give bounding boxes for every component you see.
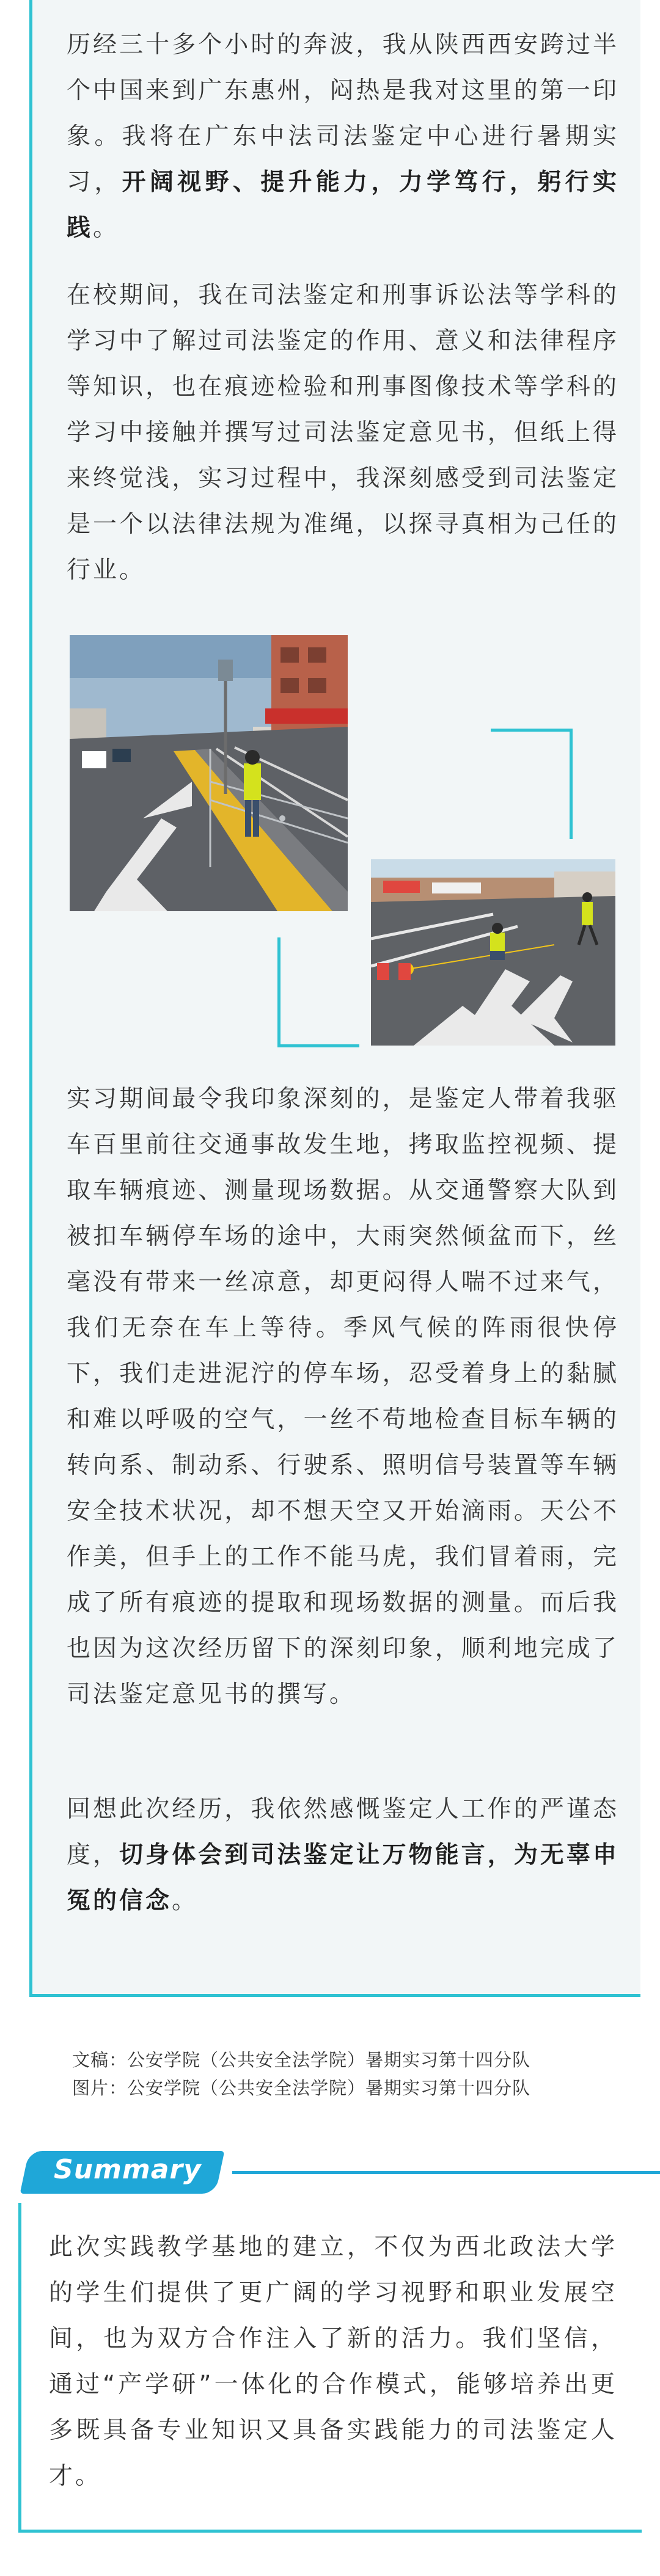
- photo-credit: 图片：公安学院（公共安全法学院）暑期实习第十四分队: [72, 2078, 531, 2098]
- paragraph-arrival-emphasis: 开阔视野、提升能力，力学笃行，躬行实践: [67, 169, 619, 242]
- credits: [72, 2046, 622, 2102]
- paragraph-field-experience: 实习期间最令我印象深刻的，是鉴定人带着我驱车百里前往交通事故发生地，拷取监控视频、提取车辆痕迹、测量现场数据。从交通警察大队到被扣车辆停车场的途中，大雨突然倾盆而下，丝毫没有带来一丝凉意，却更闷得人喘不过来气，我们无奈在车上等待。季风气候的阵雨很快停下，我们走进泥泞的停车场，忍受着身上的黏腻和难以呼吸的空气，一丝不苟地检查目标车辆的转向系、制动系、行驶系、照明信号装置等车辆安全技术状况，却不想天空又开始滴雨。天公不作美，但手上的工作不能马虎，我们冒着雨，完成了所有痕迹的提取和现场数据的测量。而后我也因为这次经历留下的深刻印象，顺利地完成了司法鉴定意见书的撰写。: [67, 1085, 619, 1708]
- summary-title: Summary: [54, 2154, 202, 2185]
- paragraph-reflection: [67, 1786, 619, 1924]
- summary-header: [18, 2151, 642, 2194]
- road-survey-photo: [70, 635, 348, 911]
- summary-text: 此次实践教学基地的建立，不仅为西北政法大学的学生们提供了更广阔的学习视野和职业发展空间，也为双方合作注入了新的活力。我们坚信，通过“产学研”一体化的合作模式，能够培养出更多既具备专业知识又具备实践能力的司法鉴定人才。: [49, 2233, 617, 2490]
- paragraph-arrival: [67, 22, 619, 251]
- article-card: [29, 0, 640, 1997]
- text-credit: 文稿：公安学院（公共安全法学院）暑期实习第十四分队: [72, 2050, 531, 2070]
- paragraph-arrival-text: 历经三十多个小时的奔波，我从陕西西安跨过半个中国来到广东惠州，闷热是我对这里的第一印象。我将在广东中法司法鉴定中心进行暑期实习，: [67, 31, 619, 196]
- paragraph-arrival-end: 。: [93, 214, 120, 242]
- road-survey-illustration: [70, 635, 348, 911]
- paragraph-reflection-text: 回想此次经历，我依然感慨鉴定人工作的严谨态度，: [67, 1796, 619, 1869]
- measurement-illustration: [371, 859, 615, 1046]
- decorative-bracket-top-right: [491, 729, 573, 839]
- decorative-bracket-bottom-left: [277, 937, 359, 1047]
- summary-divider: [232, 2171, 660, 2174]
- paragraph-reflection-end: 。: [172, 1887, 199, 1915]
- paragraph-reflection-emphasis: 切身体会到司法鉴定让万物能言，为无辜申冤的信念: [67, 1841, 619, 1915]
- summary-box: [18, 2203, 642, 2533]
- paragraph-school-study: 在校期间，我在司法鉴定和刑事诉讼法等学科的学习中了解过司法鉴定的作用、意义和法律程序等知识，也在痕迹检验和刑事图像技术等学科的学习中接触并撰写过司法鉴定意见书，但纸上得来终觉浅，实习过程中，我深刻感受到司法鉴定是一个以法律法规为准绳，以探寻真相为己任的行业。: [67, 282, 619, 584]
- measurement-photo: [371, 859, 615, 1046]
